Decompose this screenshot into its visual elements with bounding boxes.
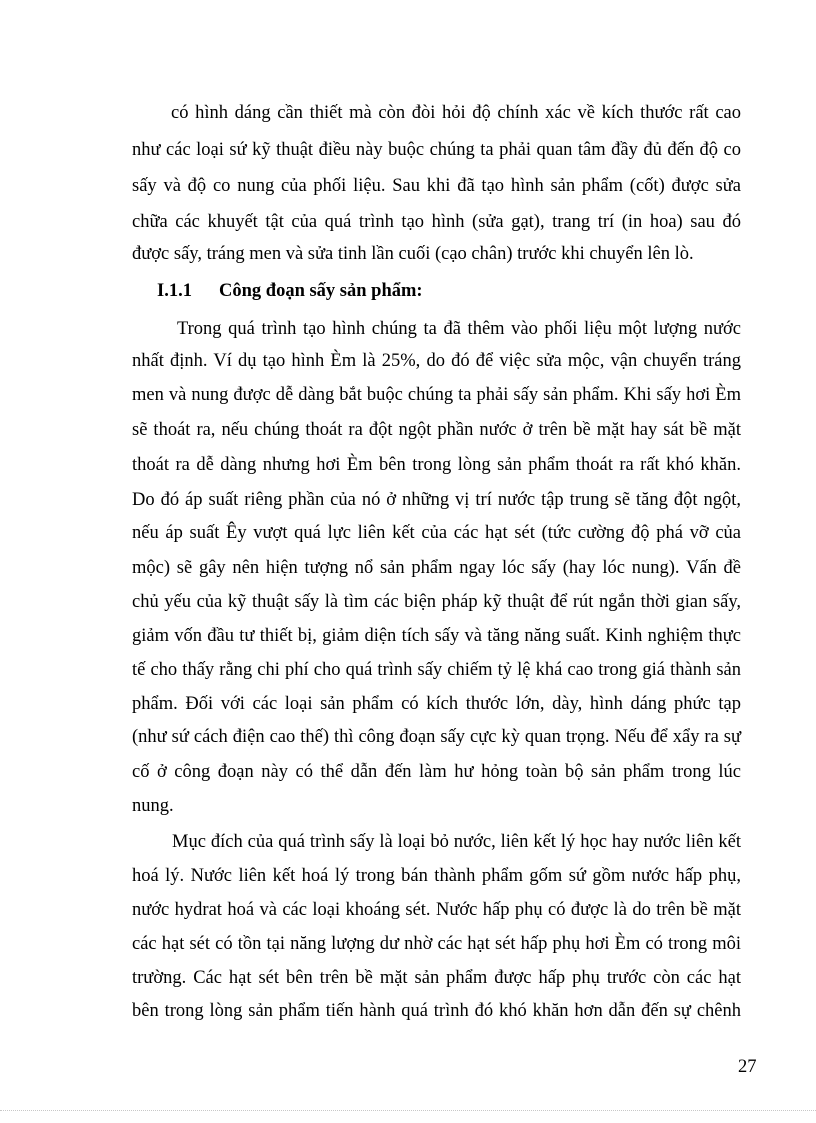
section-heading [157, 279, 423, 303]
text-line: bên trong lòng sản phẩm tiến hành quá trình đó khó khăn hơn dẫn đến sự chênh [132, 1001, 741, 1021]
text-line: nung. [132, 796, 174, 816]
text-line: các hạt sét có tồn tại năng lượng dư nhờ các hạt sét hấp phụ hơi Èm có trong môi [132, 934, 741, 954]
text-line: sấy và độ co nung của phối liệu. Sau khi đã tạo hình sản phẩm (cốt) được sửa [132, 176, 741, 196]
text-line: (như sứ cách điện cao thế) thì công đoạn sấy cực kỳ quan trọng. Nếu để xẩy ra sự [132, 727, 741, 747]
text-line: tế cho thấy rằng chi phí cho quá trình sấy chiếm tỷ lệ khá cao trong giá thành sản [132, 660, 741, 680]
text-line: phẩm. Đối với các loại sản phẩm có kích thước lớn, dày, hình dáng phức tạp [132, 694, 741, 714]
text-line: có hình dáng cần thiết mà còn đòi hỏi độ chính xác về kích thước rất cao [171, 103, 741, 123]
text-line: nếu áp suất Êy vượt quá lực liên kết của các hạt sét (tức cường độ phá vỡ của [132, 523, 741, 543]
text-line: hoá lý. Nước liên kết hoá lý trong bán thành phẩm gốm sứ gồm nước hấp phụ, [132, 866, 741, 886]
page-bottom-divider [0, 1110, 816, 1111]
text-line: thoát ra dễ dàng nhưng hơi Èm bên trong lòng sản phẩm thoát ra rất khó khăn. [132, 455, 741, 475]
text-line: Do đó áp suất riêng phần của nó ở những vị trí nước tập trung sẽ tăng đột ngột, [132, 490, 741, 510]
text-line: men và nung được dễ dàng bắt buộc chúng ta phải sấy sản phẩm. Khi sấy hơi Èm [132, 385, 741, 405]
text-line: Mục đích của quá trình sấy là loại bỏ nước, liên kết lý học hay nước liên kết [172, 832, 741, 852]
text-line: sẽ thoát ra, nếu chúng thoát ra đột ngột phần nước ở trên bề mặt hay sát bề mặt [132, 420, 741, 440]
text-line: giảm vốn đầu tư thiết bị, giảm diện tích sấy và tăng năng suất. Kinh nghiệm thực [132, 626, 741, 646]
text-line: chữa các khuyết tật của quá trình tạo hình (sửa gạt), trang trí (in hoa) sau đó [132, 212, 741, 232]
text-line: Trong quá trình tạo hình chúng ta đã thêm vào phối liệu một lượng nước [177, 319, 741, 339]
text-line: nước hydrat hoá và các loại khoáng sét. Nước hấp phụ có được là do trên bề mặt [132, 900, 741, 920]
text-line: như các loại sứ kỹ thuật điều này buộc chúng ta phải quan tâm đầy đủ đến độ co [132, 140, 741, 160]
text-line: mộc) sẽ gây nên hiện tượng nổ sản phẩm ngay lóc sấy (hay lóc nung). Vấn đề [132, 558, 741, 578]
text-line: được sấy, tráng men và sửa tinh lần cuối (cạo chân) trước khi chuyển lên lò. [132, 244, 694, 264]
section-number: I.1.1 [157, 281, 192, 301]
text-line: nhất định. Ví dụ tạo hình Èm là 25%, do đó để việc sửa mộc, vận chuyển tráng [132, 351, 741, 371]
page-number: 27 [738, 1057, 757, 1077]
text-line: chủ yếu của kỹ thuật sấy là tìm các biện pháp kỹ thuật để rút ngắn thời gian sấy, [132, 592, 741, 612]
text-line: cố ở công đoạn này có thể dẫn đến làm hư hỏng toàn bộ sản phẩm trong lúc [132, 762, 741, 782]
section-title: Công đoạn sấy sản phẩm: [219, 281, 423, 301]
text-line: trường. Các hạt sét bên trên bề mặt sản phẩm được hấp phụ trước còn các hạt [132, 968, 741, 988]
